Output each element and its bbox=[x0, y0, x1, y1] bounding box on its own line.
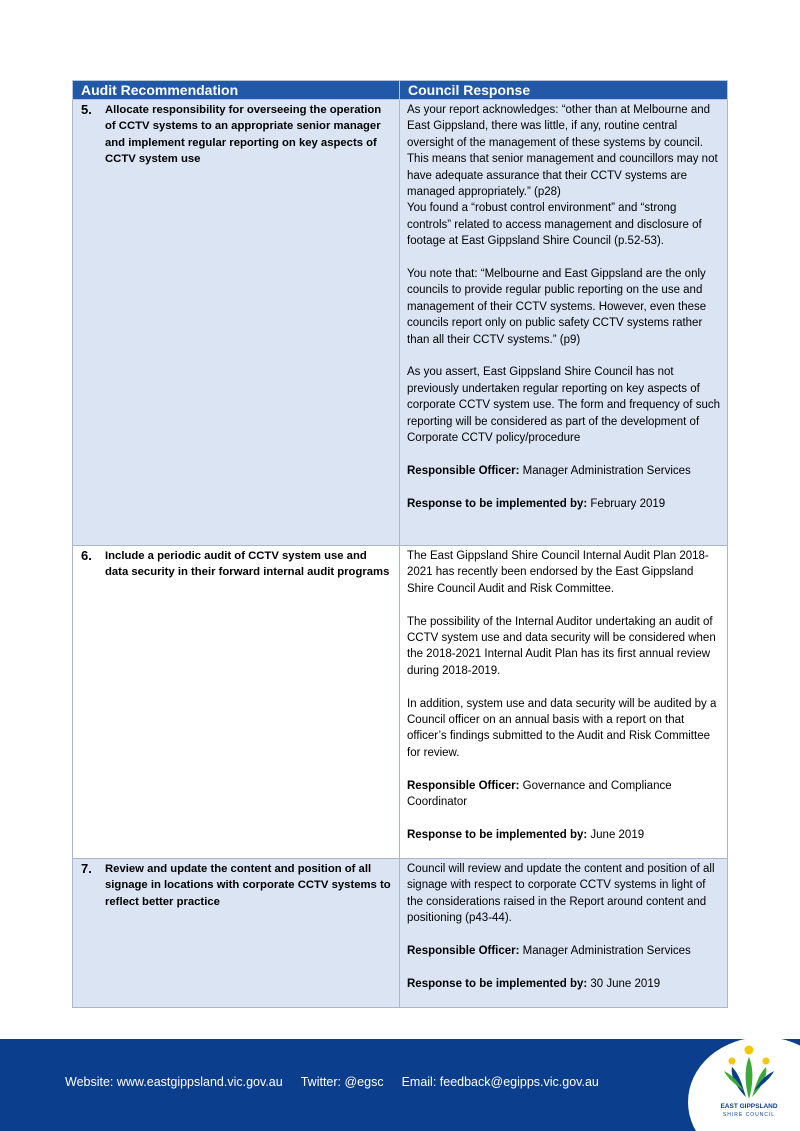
header-audit-recommendation: Audit Recommendation bbox=[73, 81, 400, 100]
implementation-date-value: February 2019 bbox=[590, 497, 666, 510]
response-paragraph: As you assert, East Gippsland Shire Council has not previously undertaken regular reporting on key aspects of corporate CCTV system use. The form and frequency of such reporting will be considered as part of the development of Corporate CCTV policy/procedure bbox=[407, 366, 720, 445]
response-cell bbox=[400, 859, 728, 1008]
response-cell bbox=[400, 100, 728, 546]
table-row bbox=[73, 546, 728, 859]
responsible-officer bbox=[407, 943, 721, 959]
responsible-officer-label: Responsible Officer: bbox=[407, 779, 520, 792]
implementation-date bbox=[407, 827, 721, 843]
footer-contact-line bbox=[65, 1075, 599, 1089]
responsible-officer-value: Governance and Compliance Coordinator bbox=[407, 779, 672, 809]
footer-email-link[interactable]: Email: feedback@egipps.vic.gov.au bbox=[401, 1075, 599, 1089]
footer-twitter-link[interactable]: Twitter: @egsc bbox=[300, 1075, 384, 1089]
logo-figures-icon bbox=[718, 1041, 780, 1103]
recommendation-cell bbox=[73, 100, 400, 546]
response-paragraph: The possibility of the Internal Auditor undertaking an audit of CCTV system use and data security will be considered when the 2018-2021 Internal Audit Plan has its first annual review during 2018-2019. bbox=[407, 615, 716, 677]
response-paragraph: As your report acknowledges: “other than at Melbourne and East Gippsland, there was little, if any, routine central oversight of the management of these systems by council. This means that senior management and councillors may not have adequate assurance that their CCTV systems are managed appropriately.” (p28) bbox=[407, 104, 718, 199]
audit-response-table bbox=[72, 80, 728, 1008]
logo-text-east-gippsland: EAST GIPPSLAND bbox=[720, 1103, 778, 1110]
responsible-officer bbox=[407, 463, 721, 479]
responsible-officer bbox=[407, 778, 721, 811]
implementation-date-label: Response to be implemented by: bbox=[407, 828, 588, 841]
implementation-date bbox=[407, 496, 721, 512]
response-cell bbox=[400, 546, 728, 859]
recommendation-number: 5. bbox=[81, 102, 92, 117]
responsible-officer-label: Responsible Officer: bbox=[407, 464, 520, 477]
logo-text-shire-council: SHIRE COUNCIL bbox=[722, 1112, 776, 1118]
responsible-officer-label: Responsible Officer: bbox=[407, 945, 520, 958]
header-council-response: Council Response bbox=[400, 81, 728, 100]
table-header-row bbox=[73, 81, 728, 100]
response-paragraph: In addition, system use and data security will be audited by a Council officer on an annual basis with a report on that officer’s findings submitted to the Audit and Risk Committee for review. bbox=[407, 697, 717, 759]
recommendation-text: Include a periodic audit of CCTV system use and data security in their forward internal audit programs bbox=[105, 550, 390, 579]
implementation-date-label: Response to be implemented by: bbox=[407, 497, 588, 510]
recommendation-number: 7. bbox=[81, 861, 92, 876]
recommendation-text: Allocate responsibility for overseeing the operation of CCTV systems to an appropriate senior manager and implement regular reporting on key aspects of CCTV system use bbox=[105, 104, 382, 166]
recommendation-text: Review and update the content and position of all signage in locations with corporate CCTV systems to reflect better practice bbox=[105, 863, 391, 908]
table-row bbox=[73, 859, 728, 1008]
table-row bbox=[73, 100, 728, 546]
implementation-date-value: 30 June 2019 bbox=[590, 977, 661, 990]
recommendation-cell bbox=[73, 546, 400, 859]
response-paragraph: You found a “robust control environment” and “strong controls” related to access management and disclosure of footage at East Gippsland Shire Council (p.52-53). bbox=[407, 202, 702, 248]
page-footer bbox=[0, 1039, 800, 1131]
implementation-date-label: Response to be implemented by: bbox=[407, 977, 588, 990]
implementation-date bbox=[407, 976, 721, 992]
responsible-officer-value: Manager Administration Services bbox=[522, 945, 691, 958]
response-paragraph: The East Gippsland Shire Council Internal Audit Plan 2018-2021 has recently been endorsed by the East Gippsland Shire Council Audit and Risk Committee. bbox=[407, 550, 709, 595]
council-logo bbox=[688, 1037, 800, 1131]
responsible-officer-value: Manager Administration Services bbox=[522, 464, 691, 477]
response-paragraph: Council will review and update the content and position of all signage with respect to corporate CCTV systems in light of the considerations raised in the Report around content and positioning (p43-44). bbox=[407, 863, 715, 925]
response-paragraph: You note that: “Melbourne and East Gippsland are the only councils to provide regular public reporting on the use and management of their CCTV systems. However, even these councils report only on public safety CCTV systems rather than all their CCTV systems.” (p9) bbox=[407, 268, 707, 346]
recommendation-number: 6. bbox=[81, 548, 92, 563]
recommendation-cell bbox=[73, 859, 400, 1008]
implementation-date-value: June 2019 bbox=[590, 828, 645, 841]
footer-website-link[interactable]: Website: www.eastgippsland.vic.gov.au bbox=[65, 1075, 283, 1089]
